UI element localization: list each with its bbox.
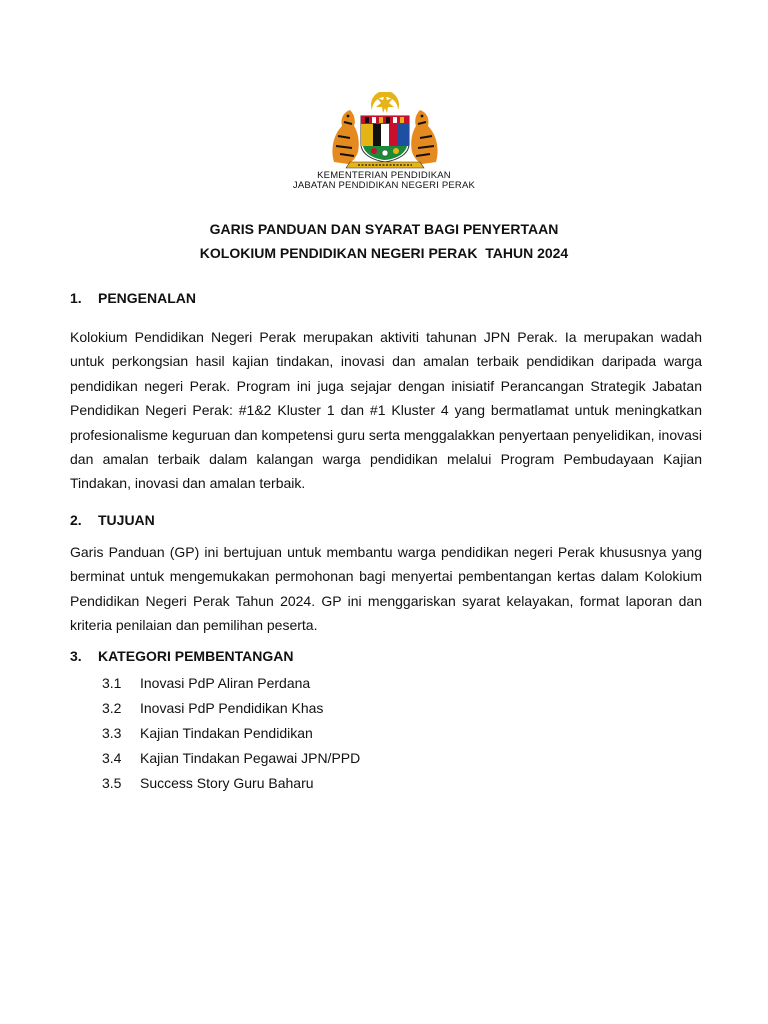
list-item-number: 3.3 xyxy=(102,725,122,741)
section-body-tujuan: Garis Panduan (GP) ini bertujuan untuk membantu warga pendidikan negeri Perak khususnya yang berminat untuk mengemukakan permohonan bagi menyertai pembentangan kertas dalam Kolokium Pendidikan Negeri Perak Tahun 2024. GP ini menggariskan syarat kelayakan, format laporan dan kriteria penilaian dan pemilihan peserta. xyxy=(70,544,702,634)
section-body-pengenalan: Kolokium Pendidikan Negeri Perak merupakan aktiviti tahunan JPN Perak. Ia merupakan wadah untuk perkongsian hasil kajian tindakan, inovasi dan amalan terbaik pendidikan daripada warga pendidikan negeri Perak. Program ini juga sejajar dengan inisiatif Perancangan Strategik Jabatan Pendidikan Negeri Perak: #1&2 Kluster 1 dan #1 Kluster 4 yang bermatlamat untuk meningkatkan profesionalisme keguruan dan kompetensi guru serta menggalakkan penyertaan penyelidikan, inovasi dan amalan terbaik dalam kalangan warga pendidikan melalui Program Pembudayaan Kajian Tindakan, inovasi dan amalan terbaik. xyxy=(70,329,702,492)
category-list xyxy=(102,671,360,796)
department-name: JABATAN PENDIDIKAN NEGERI PERAK xyxy=(292,180,476,191)
section-number: 1. xyxy=(70,290,82,306)
section-title: TUJUAN xyxy=(98,512,155,528)
list-item xyxy=(102,771,360,796)
section-title: PENGENALAN xyxy=(98,290,197,306)
section-heading-pengenalan xyxy=(70,288,196,308)
malaysia-coat-of-arms-icon xyxy=(328,92,442,170)
list-item-label: Kajian Tindakan Pegawai JPN/PPD xyxy=(140,750,361,766)
list-item-label: Success Story Guru Baharu xyxy=(140,775,314,791)
list-item-number: 3.5 xyxy=(102,775,122,791)
list-item xyxy=(102,746,360,771)
list-item-label: Inovasi PdP Aliran Perdana xyxy=(140,675,311,691)
title-line-1: GARIS PANDUAN DAN SYARAT BAGI PENYERTAAN xyxy=(209,221,559,237)
agency-header xyxy=(200,171,568,191)
list-item xyxy=(102,721,360,746)
list-item-number: 3.4 xyxy=(102,750,122,766)
list-item-label: Inovasi PdP Pendidikan Khas xyxy=(140,700,324,716)
list-item-label: Kajian Tindakan Pendidikan xyxy=(140,725,313,741)
list-item-number: 3.2 xyxy=(102,700,122,716)
section-heading-kategori-pembentangan xyxy=(70,646,293,666)
list-item xyxy=(102,696,360,721)
section-number: 3. xyxy=(70,648,82,664)
section-number: 2. xyxy=(70,512,82,528)
section-heading-tujuan xyxy=(70,510,155,530)
list-item-number: 3.1 xyxy=(102,675,122,691)
ministry-name: KEMENTERIAN PENDIDIKAN xyxy=(317,170,451,181)
title-line-2: KOLOKIUM PENDIDIKAN NEGERI PERAK TAHUN 2024 xyxy=(199,245,569,261)
list-item xyxy=(102,671,360,696)
section-title: KATEGORI PEMBENTANGAN xyxy=(98,648,294,664)
document-title xyxy=(90,217,678,265)
